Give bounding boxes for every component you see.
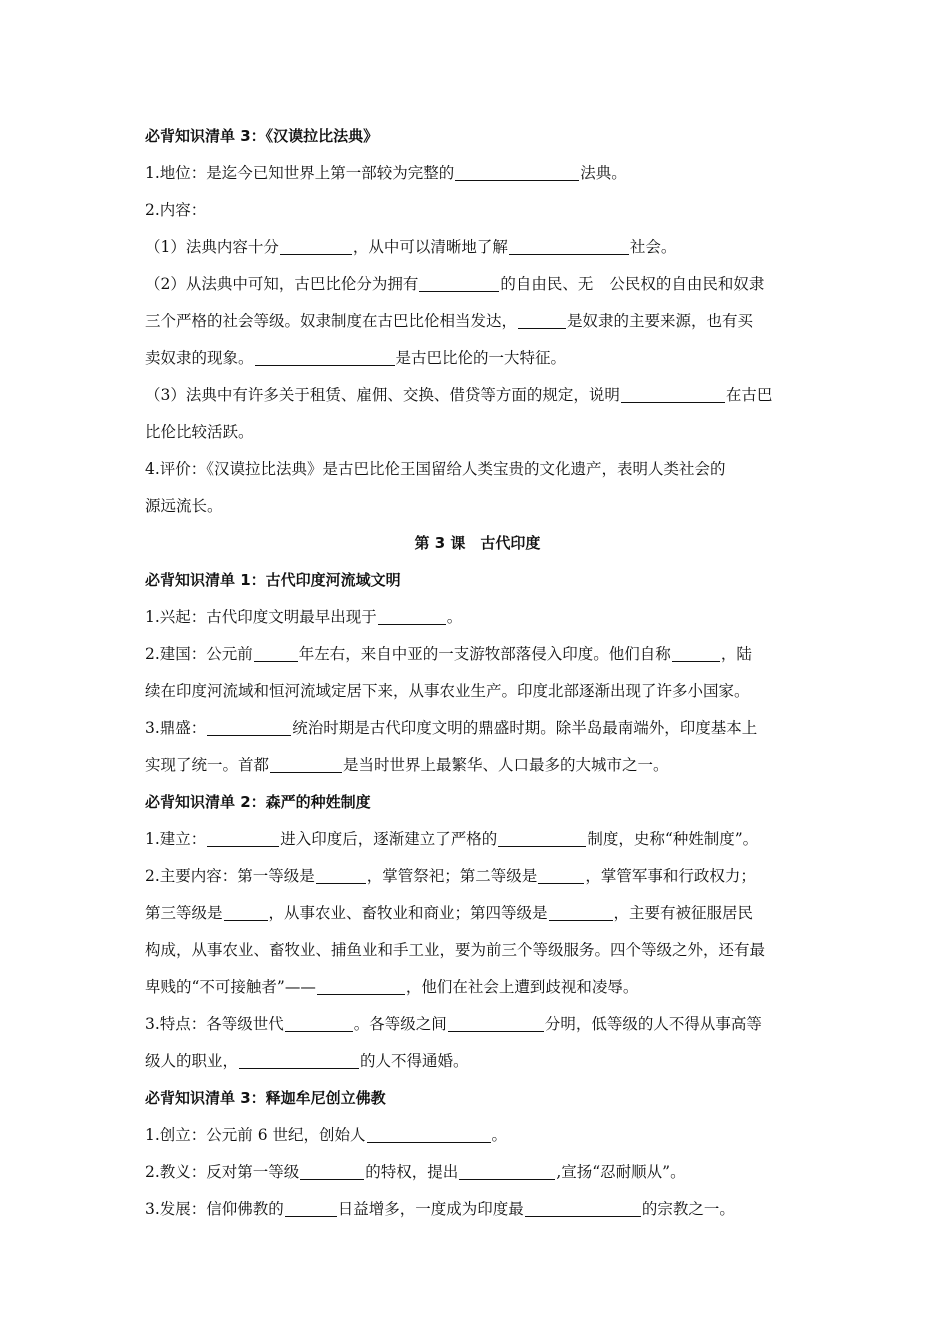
text: 卖奴隶的现象。 <box>145 349 254 367</box>
fill-blank[interactable] <box>300 1161 364 1180</box>
text: 。 <box>491 1126 508 1144</box>
paragraph <box>145 266 810 303</box>
paragraph <box>145 155 810 192</box>
paragraph <box>145 710 810 747</box>
paragraph <box>145 895 810 932</box>
paragraph <box>145 969 810 1006</box>
text: 3.鼎盛： <box>145 719 207 737</box>
fill-blank[interactable] <box>285 1013 353 1032</box>
fill-blank[interactable] <box>672 643 720 662</box>
fill-blank[interactable] <box>207 828 279 847</box>
section-heading-code-of-hammurabi: 必背知识清单 3：《汉谟拉比法典》 <box>145 127 379 145</box>
fill-blank[interactable] <box>207 717 291 736</box>
lesson-title: 第 3 课 古代印度 <box>414 534 541 552</box>
text: 2.内容： <box>145 201 207 219</box>
paragraph <box>145 1154 810 1191</box>
text: 统治时期是古代印度文明的鼎盛时期。除半岛最南端外，印度基本上 <box>292 719 758 737</box>
text: 源远流长。 <box>145 497 223 515</box>
text: 1.兴起：古代印度文明最早出现于 <box>145 608 377 626</box>
document-page <box>145 118 810 1228</box>
paragraph <box>145 1117 810 1154</box>
text: 1.地位：是迄今已知世界上第一部较为完整的 <box>145 164 455 182</box>
text: 2.教义：反对第一等级 <box>145 1163 300 1181</box>
fill-blank[interactable] <box>367 1124 491 1143</box>
fill-blank[interactable] <box>239 1050 359 1069</box>
text: 进入印度后，逐渐建立了严格的 <box>280 830 498 848</box>
text: 2.建国：公元前 <box>145 645 253 663</box>
paragraph <box>145 932 810 969</box>
fill-blank[interactable] <box>254 643 298 662</box>
fill-blank[interactable] <box>455 162 579 181</box>
fill-blank[interactable] <box>255 347 395 366</box>
text: 三个严格的社会等级。奴隶制度在古巴比伦相当发达， <box>145 312 518 330</box>
text: 1.创立：公元前 6 世纪，创始人 <box>145 1126 366 1144</box>
fill-blank[interactable] <box>621 384 725 403</box>
fill-blank[interactable] <box>316 865 366 884</box>
fill-blank[interactable] <box>317 976 405 995</box>
fill-blank[interactable] <box>270 754 342 773</box>
text: 的宗教之一。 <box>641 1200 735 1218</box>
paragraph <box>145 229 810 266</box>
text: 实现了统一。首都 <box>145 756 270 774</box>
text: 年左右，来自中亚的一支游牧部落侵入印度。他们自称 <box>298 645 671 663</box>
paragraph <box>145 858 810 895</box>
section-heading-indus-civilization: 必背知识清单 1：古代印度河流域文明 <box>145 571 401 589</box>
text: 是古巴比伦的一大特征。 <box>395 349 567 367</box>
text: ，掌管军事和行政权力； <box>585 867 756 885</box>
text: 续在印度河流域和恒河流域定居下来，从事农业生产。印度北部逐渐出现了许多小国家。 <box>145 682 750 700</box>
paragraph <box>145 451 810 488</box>
section-heading-caste-system: 必背知识清单 2：森严的种姓制度 <box>145 793 371 811</box>
text: （2）从法典中可知，古巴比伦分为拥有 <box>145 275 419 293</box>
paragraph <box>145 747 810 784</box>
text: ，他们在社会上遭到歧视和凌辱。 <box>405 978 639 996</box>
text: 是奴隶的主要来源，也有买 <box>567 312 754 330</box>
fill-blank[interactable] <box>538 865 584 884</box>
paragraph <box>145 192 810 229</box>
fill-blank[interactable] <box>224 902 268 921</box>
text: 第三等级是 <box>145 904 223 922</box>
fill-blank[interactable] <box>509 236 629 255</box>
paragraph <box>145 821 810 858</box>
text: 社会。 <box>629 238 677 256</box>
paragraph <box>145 377 810 414</box>
paragraph <box>145 1191 810 1228</box>
fill-blank[interactable] <box>378 606 446 625</box>
paragraph <box>145 303 810 340</box>
paragraph <box>145 673 810 710</box>
fill-blank[interactable] <box>419 273 499 292</box>
paragraph <box>145 636 810 673</box>
text: ，从中可以清晰地了解 <box>352 238 508 256</box>
section-heading-buddhism: 必背知识清单 3：释迦牟尼创立佛教 <box>145 1089 386 1107</box>
text: 级人的职业， <box>145 1052 239 1070</box>
text: 卑贱的“不可接触者”—— <box>145 978 316 996</box>
text: 的人不得通婚。 <box>360 1052 469 1070</box>
paragraph <box>145 488 810 525</box>
fill-blank[interactable] <box>525 1198 641 1217</box>
text: 1.建立： <box>145 830 207 848</box>
text: 。各等级之间 <box>353 1015 447 1033</box>
text: （1）法典内容十分 <box>145 238 279 256</box>
fill-blank[interactable] <box>518 310 566 329</box>
text: 制度，史称“种姓制度”。 <box>587 830 759 848</box>
text: 2.主要内容：第一等级是 <box>145 867 315 885</box>
fill-blank[interactable] <box>459 1161 555 1180</box>
text: ，从事农业、畜牧业和商业；第四等级是 <box>268 904 548 922</box>
paragraph <box>145 340 810 377</box>
text: 。 <box>446 608 463 626</box>
paragraph <box>145 599 810 636</box>
text: 4.评价：《汉谟拉比法典》是古巴比伦王国留给人类宝贵的文化遗产，表明人类社会的 <box>145 460 726 478</box>
text: 的特权，提出 <box>365 1163 459 1181</box>
paragraph <box>145 1006 810 1043</box>
text: ,宣扬“忍耐顺从”。 <box>556 1163 686 1181</box>
text: 的自由民、无 <box>500 275 594 293</box>
text: ，陆 <box>720 645 752 663</box>
text: 日益增多，一度成为印度最 <box>337 1200 524 1218</box>
fill-blank[interactable] <box>498 828 586 847</box>
paragraph <box>145 414 810 451</box>
text: 公民权的自由民和奴隶 <box>609 275 765 293</box>
text: 在古巴 <box>725 386 773 404</box>
text: 3.发展：信仰佛教的 <box>145 1200 284 1218</box>
text: ，掌管祭祀；第二等级是 <box>366 867 538 885</box>
text: 比伦比较活跃。 <box>145 423 254 441</box>
text: 是当时世界上最繁华、人口最多的大城市之一。 <box>343 756 669 774</box>
text: ，主要有被征服居民 <box>613 904 754 922</box>
fill-blank[interactable] <box>280 236 352 255</box>
fill-blank[interactable] <box>285 1198 337 1217</box>
text: 构成，从事农业、畜牧业、捕鱼业和手工业，要为前三个等级服务。四个等级之外，还有最 <box>145 941 766 959</box>
text: 法典。 <box>580 164 627 182</box>
fill-blank[interactable] <box>448 1013 544 1032</box>
text: （3）法典中有许多关于租赁、雇佣、交换、借贷等方面的规定，说明 <box>145 386 620 404</box>
text: 3.特点：各等级世代 <box>145 1015 284 1033</box>
text: 分明，低等级的人不得从事高等 <box>544 1015 762 1033</box>
fill-blank[interactable] <box>549 902 613 921</box>
paragraph <box>145 1043 810 1080</box>
